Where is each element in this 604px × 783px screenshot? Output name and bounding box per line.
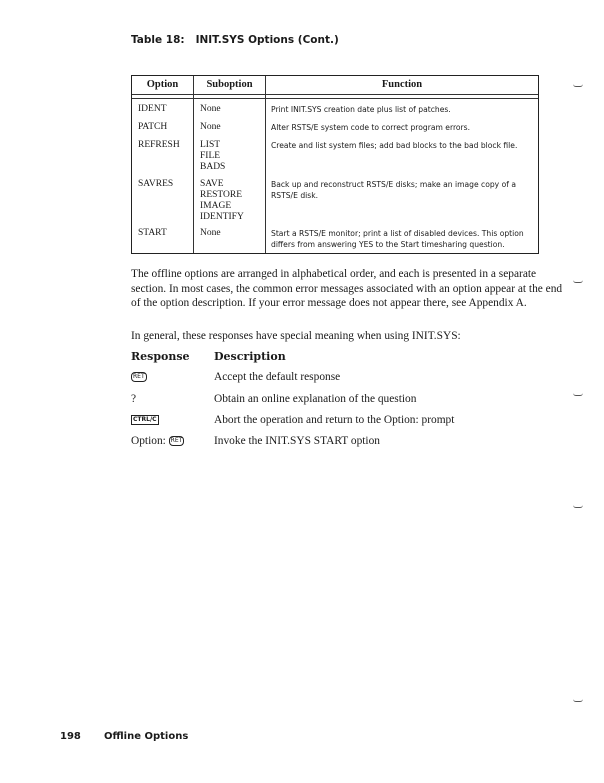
response-description: Invoke the INIT.SYS START option xyxy=(214,435,380,447)
response-column-header: Response xyxy=(131,350,190,363)
response-description: Obtain an online explanation of the question xyxy=(214,393,417,405)
binding-hole-mark xyxy=(573,699,583,702)
cell-option: IDENT xyxy=(138,104,167,114)
header-rule xyxy=(132,94,538,95)
response-description: Abort the operation and return to the Option: prompt xyxy=(214,414,455,426)
header-option: Option xyxy=(146,79,179,90)
column-divider xyxy=(265,76,266,253)
binding-hole-mark xyxy=(573,393,583,396)
cell-function: Start a RSTS/E monitor; print a list of disabled devices. This option differs from answering YES to the Start timesharing question. xyxy=(271,229,524,249)
response-description: Accept the default response xyxy=(214,371,341,383)
cell-option: PATCH xyxy=(138,122,168,132)
cell-suboption: None xyxy=(200,122,221,132)
response-prefix: Option: xyxy=(131,435,169,447)
response-key xyxy=(131,393,136,405)
header-rule xyxy=(132,98,538,99)
response-key xyxy=(131,414,159,426)
response-key xyxy=(131,371,147,383)
section-title: Offline Options xyxy=(104,731,189,742)
cell-function: Create and list system files; add bad blocks to the bad block file. xyxy=(271,141,518,150)
responses-intro: In general, these responses have special meaning when using INIT.SYS: xyxy=(131,330,461,342)
binding-hole-mark xyxy=(573,280,583,283)
ctrl-c-key-icon: CTRL/C xyxy=(133,416,157,424)
binding-hole-mark xyxy=(573,505,583,508)
cell-option: REFRESH xyxy=(138,140,180,150)
cell-function: Print INIT.SYS creation date plus list of patches. xyxy=(271,105,451,114)
table-caption xyxy=(131,34,339,46)
return-key-icon: RET xyxy=(133,373,145,381)
caption-label: Table 18: xyxy=(131,34,185,46)
cell-option: START xyxy=(138,228,167,238)
column-divider xyxy=(193,76,194,253)
description-column-header: Description xyxy=(214,350,286,363)
response-key xyxy=(131,435,184,447)
cell-suboption: None xyxy=(200,104,221,114)
cell-function: Alter RSTS/E system code to correct program errors. xyxy=(271,123,471,132)
cell-suboption: SAVE RESTORE IMAGE IDENTIFY xyxy=(200,179,244,222)
response-prefix: ? xyxy=(131,393,137,405)
return-key-icon: RET xyxy=(170,437,183,445)
header-suboption: Suboption xyxy=(206,79,253,90)
intro-paragraph: The offline options are arranged in alphabetical order, and each is presented in a separate section. In most cases, the common error messages associated with an option appear at the end of the option description. If your error message does not appear there, see Appendix A. xyxy=(131,268,563,309)
header-function: Function xyxy=(381,79,423,90)
binding-hole-mark xyxy=(573,84,583,87)
cell-suboption: None xyxy=(200,228,221,238)
options-table xyxy=(131,75,539,254)
caption-title: INIT.SYS Options (Cont.) xyxy=(195,34,339,46)
cell-option: SAVRES xyxy=(138,179,174,189)
page-footer xyxy=(60,731,188,742)
page-number: 198 xyxy=(60,731,81,742)
cell-function: Back up and reconstruct RSTS/E disks; make an image copy of a RSTS/E disk. xyxy=(271,180,516,200)
cell-suboption: LIST FILE BADS xyxy=(200,140,226,172)
